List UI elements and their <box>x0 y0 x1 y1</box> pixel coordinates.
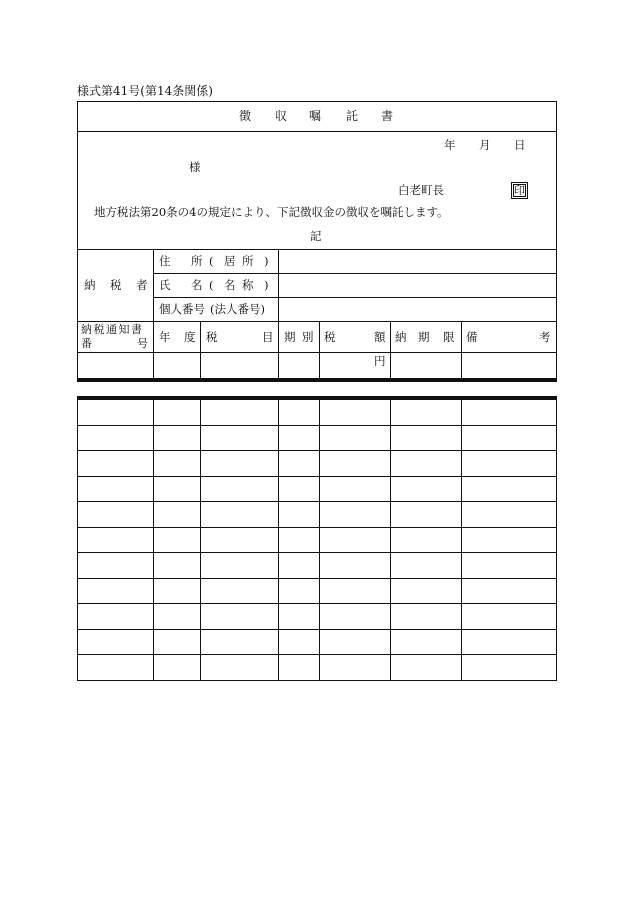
title-char: 収 <box>275 109 288 123</box>
date-day-label: 日 <box>514 138 526 152</box>
seal-mark: 印 <box>511 182 528 199</box>
statement-text: 地方税法第20条の4の規定により、下記徴収金の徴収を嘱託します。 <box>94 205 449 219</box>
title-char: 嘱 <box>309 109 322 123</box>
title-char: 託 <box>346 109 359 123</box>
date-year-label: 年 <box>444 138 456 152</box>
sender-name: 白老町長 <box>398 183 444 197</box>
document-page: 様式第41号(第14条関係) 徴 収 嘱 託 書 年 月 日 様 白老町長 印 地方税法第20条の4の規定により、下記徴収金の徴収を嘱託します。 記 納 税 者 住 所 ( 居 所 ) 氏 名 ( 名 称 ) 個人番号 (法人番号) 納税通知書 番 号 年 度 税 目 期 別 税 額 納 期 限 備 考 円 <box>0 0 630 915</box>
addressee-suffix: 様 <box>189 160 201 174</box>
form-number: 様式第41号(第14条関係) <box>77 84 213 98</box>
ki-label: 記 <box>310 229 322 243</box>
title-char: 徴 <box>239 109 252 123</box>
separator-line-bottom <box>77 396 557 400</box>
title-char: 書 <box>381 109 394 123</box>
separator-line-top <box>77 378 557 382</box>
amount-unit-label: 円 <box>374 354 386 368</box>
date-month-label: 月 <box>479 138 491 152</box>
